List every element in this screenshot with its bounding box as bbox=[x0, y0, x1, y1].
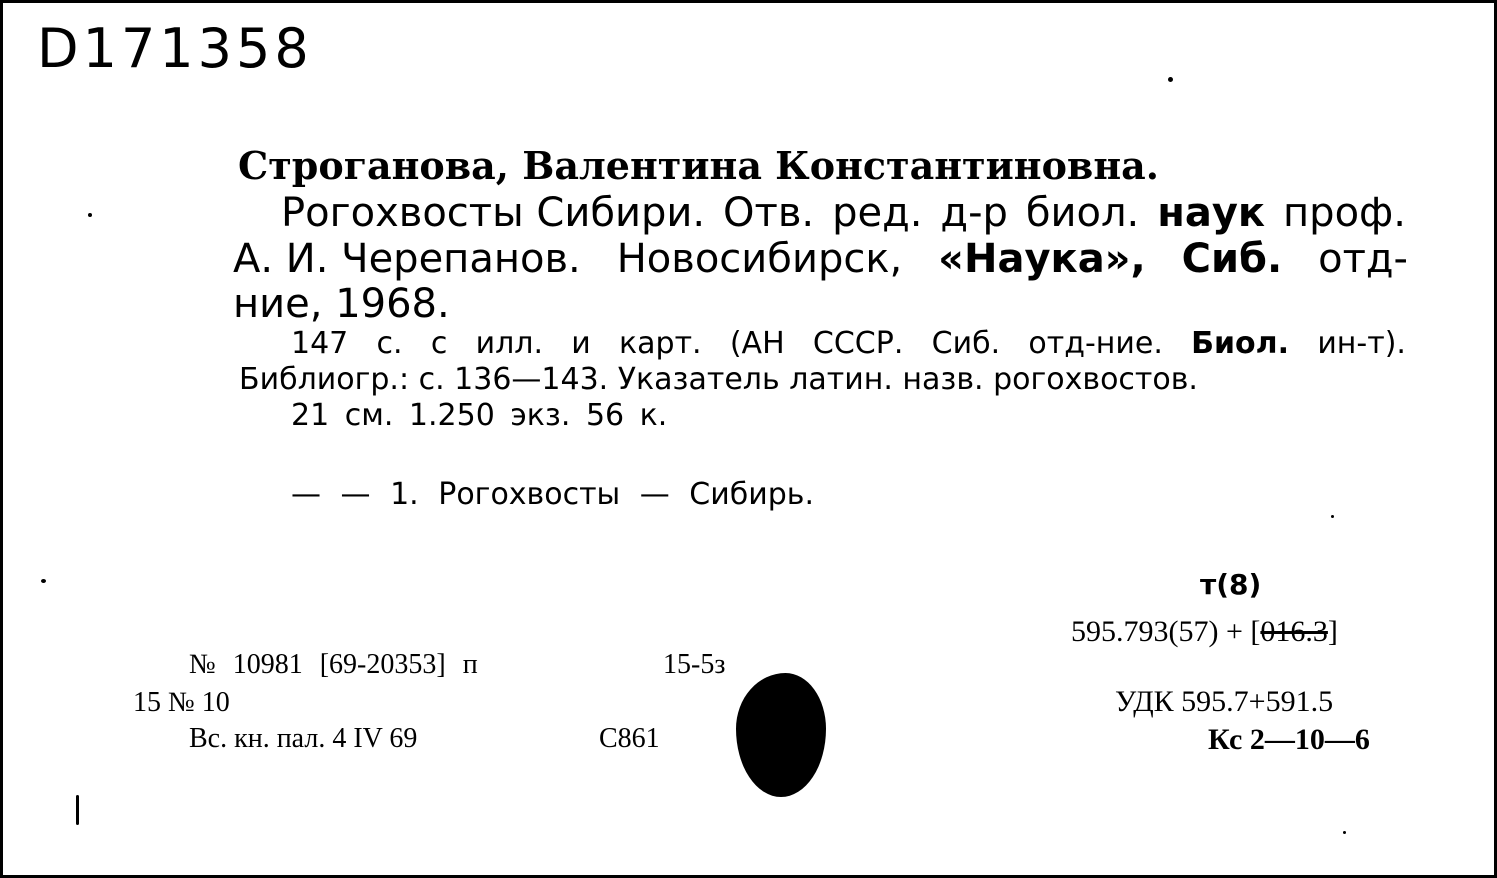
speck bbox=[1331, 515, 1334, 518]
order-code: С861 bbox=[599, 723, 660, 754]
title-word: д-р bbox=[940, 190, 1008, 236]
udc-index: УДК 595.7+591.5 bbox=[1115, 685, 1334, 718]
handwritten-mark: т(8) bbox=[1200, 568, 1262, 601]
bbk-struck: 016.3 bbox=[1260, 615, 1328, 648]
desc-word: Биол. bbox=[1191, 326, 1290, 361]
price-code: 15-5з bbox=[663, 649, 726, 680]
title-word: проф. bbox=[1283, 190, 1406, 236]
publisher-branch: Сиб. bbox=[1181, 236, 1283, 282]
bbk-classification bbox=[1071, 615, 1338, 649]
speck bbox=[76, 795, 79, 825]
title-line-1 bbox=[281, 190, 1406, 236]
desc-word: и bbox=[571, 326, 591, 361]
desc-word: (АН bbox=[729, 326, 785, 361]
publisher-branch-cont: отд- bbox=[1318, 236, 1408, 282]
count-number: 15 № 10 bbox=[133, 687, 230, 718]
speck bbox=[1343, 831, 1346, 834]
title-word: Отв. bbox=[723, 190, 815, 236]
title-word: наук bbox=[1157, 190, 1266, 236]
handwritten-catalog-code: D171358 bbox=[37, 17, 313, 80]
speck bbox=[41, 579, 46, 583]
bbk-main: 595.793(57) + [ bbox=[1071, 615, 1261, 648]
ink-blot bbox=[736, 673, 826, 797]
desc-word: карт. bbox=[619, 326, 702, 361]
desc-word: с bbox=[430, 326, 448, 361]
publisher: «Наука», bbox=[938, 236, 1146, 282]
author-name: Строганова, Валентина Константиновна. bbox=[238, 143, 1159, 188]
desc-word: 147 bbox=[291, 326, 349, 361]
description-line-3: 21 см. 1.250 экз. 56 к. bbox=[291, 398, 668, 433]
description-line-2: Библиогр.: с. 136—143. Указатель латин. назв. рогохвостов. bbox=[239, 362, 1198, 397]
title-line-2 bbox=[233, 236, 1408, 282]
desc-word: СССР. bbox=[812, 326, 904, 361]
ks-index: Кс 2—10—6 bbox=[1208, 723, 1370, 756]
desc-word: Сиб. bbox=[931, 326, 1001, 361]
title-line-3: ние, 1968. bbox=[233, 281, 450, 327]
speck bbox=[1168, 77, 1173, 82]
title-text: Рогохвосты Сибири. bbox=[281, 190, 706, 236]
description-line-1 bbox=[291, 326, 1406, 361]
title-word: биол. bbox=[1025, 190, 1140, 236]
speck bbox=[88, 213, 92, 217]
book-chamber-stamp: Вс. кн. пал. 4 IV 69 bbox=[189, 723, 418, 754]
desc-word: с. bbox=[376, 326, 403, 361]
accession-number: № 10981 [69-20353] п bbox=[189, 649, 478, 680]
desc-word: отд-ние. bbox=[1028, 326, 1163, 361]
title-word: ред. bbox=[832, 190, 923, 236]
publication-place: Новосибирск, bbox=[616, 236, 903, 282]
subject-heading: — — 1. Рогохвосты — Сибирь. bbox=[291, 477, 815, 512]
desc-word: ин-т). bbox=[1317, 326, 1406, 361]
editor-name: А. И. Черепанов. bbox=[233, 236, 581, 282]
desc-word: илл. bbox=[475, 326, 543, 361]
bbk-end: ] bbox=[1327, 615, 1338, 648]
